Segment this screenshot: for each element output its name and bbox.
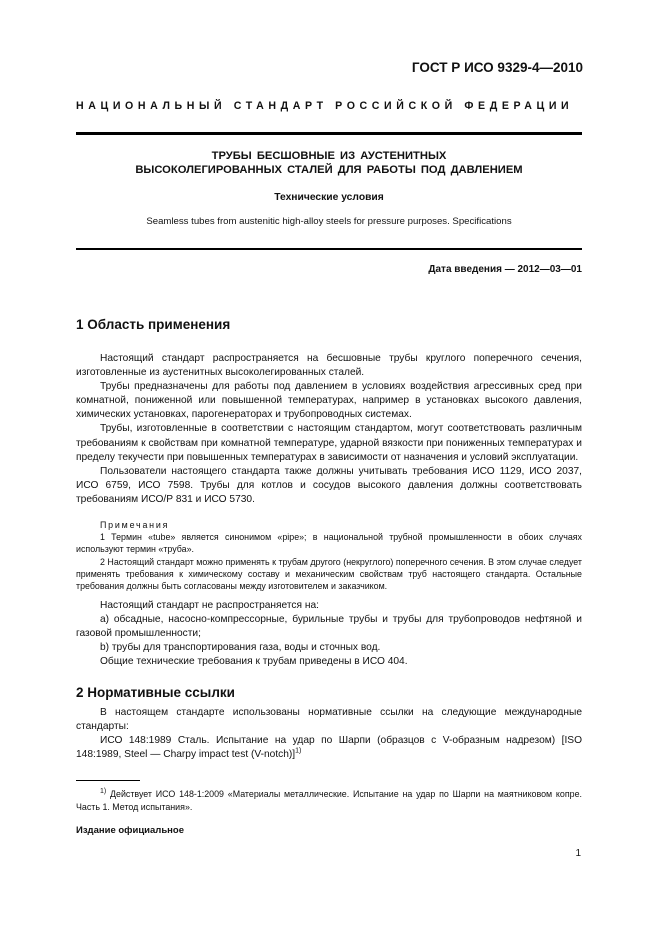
notes-title: Примечания: [100, 520, 170, 530]
scope-exclusions: [76, 599, 582, 669]
document-title: [76, 149, 582, 177]
paragraph: Настоящий стандарт не распространяется на:: [100, 600, 320, 611]
footnote-ref: 1): [295, 747, 302, 755]
introduction-date: Дата введения — 2012—03—01: [428, 264, 582, 275]
paragraph: Настоящий стандарт распространяется на бесшовные трубы круглого поперечного сечения, изготовленные из аустенитных высоколегированных сталей.: [76, 353, 582, 379]
section-2-heading: 2 Нормативные ссылки: [76, 685, 235, 700]
title-bottom-rule: [76, 248, 582, 250]
note-2: 2 Настоящий стандарт можно применять к трубам другого (некруглого) поперечного сечения. В этом случае следует применять требования к химическому составу и механическим свойствам труб настоящего стандарта. Остальные требования должны быть согласованы между изготовителем и заказчиком.: [76, 556, 582, 592]
national-standard-heading: НАЦИОНАЛЬНЫЙ СТАНДАРТ РОССИЙСКОЙ ФЕДЕРАЦИИ: [76, 100, 574, 112]
paragraph: Общие технические требования к трубам приведены в ИСО 404.: [100, 656, 408, 668]
edition-label: Издание официальное: [76, 825, 184, 836]
footnote-text: Действует ИСО 148-1:2009 «Материалы металлические. Испытание на удар по Шарпи на маятниковом копре. Часть 1. Метод испытания».: [76, 789, 582, 812]
reference-text: ИСО 148:1989 Сталь. Испытание на удар по Шарпи (образцов с V-образным надрезом) [ISO 148:1989, Steel — Charpy impact test (V-notch)]: [76, 735, 582, 761]
notes-block: [76, 519, 582, 592]
paragraph: В настоящем стандарте использованы нормативные ссылки на следующие международные стандарты:: [76, 707, 582, 733]
english-title: Seamless tubes from austenitic high-alloy steels for pressure purposes. Specifications: [146, 216, 512, 227]
section-1-body: [76, 352, 582, 507]
document-code: ГОСТ Р ИСО 9329-4—2010: [411, 60, 583, 75]
note-1: 1 Термин «tube» является синонимом «pipe»; в национальной трубной промышленности в обоих случаях используют термин «труба».: [76, 532, 582, 555]
title-line-1: ТРУБЫ БЕСШОВНЫЕ ИЗ АУСТЕНИТНЫХ: [211, 150, 447, 162]
title-line-2: ВЫСОКОЛЕГИРОВАННЫХ СТАЛЕЙ ДЛЯ РАБОТЫ ПОД ДАВЛЕНИЕМ: [135, 164, 523, 176]
document-subtitle: Технические условия: [274, 192, 384, 203]
footnote: [76, 788, 582, 813]
section-2-body: [76, 706, 582, 762]
paragraph: b) трубы для транспортирования газа, воды и сточных вод.: [100, 642, 381, 654]
paragraph: Пользователи настоящего стандарта также должны учитывать требования ИСО 1129, ИСО 2037, ИСО 6759, ИСО 7598. Трубы для котлов и сосудов высокого давления должны соответствовать требованиям ИСО/Р 831 и ИСО 5730.: [76, 465, 582, 505]
footnote-rule: [76, 780, 140, 781]
paragraph: Трубы предназначены для работы под давлением в условиях воздействия агрессивных сред при комнатной, пониженной или повышенной температурах, например в установках высокого давления, химических установках, парогенераторах и трубопроводных системах.: [76, 381, 582, 421]
paragraph: Трубы, изготовленные в соответствии с настоящим стандартом, могут соответствовать различным требованиям к свойствам при комнатной температуре, ударной вязкости при пониженных температурах и пределу текучести при повышенных температурах в зависимости от назначения и условий эксплуатации.: [76, 423, 582, 463]
reference-iso-148: [76, 734, 582, 762]
section-1-heading: 1 Область применения: [76, 317, 231, 332]
page-number: 1: [575, 848, 581, 859]
paragraph: a) обсадные, насосно-компрессорные, бурильные трубы и трубы для трубопроводов нефтяной и газовой промышленности;: [76, 614, 582, 640]
footnote-mark: 1): [100, 788, 107, 796]
top-rule: [76, 132, 582, 135]
